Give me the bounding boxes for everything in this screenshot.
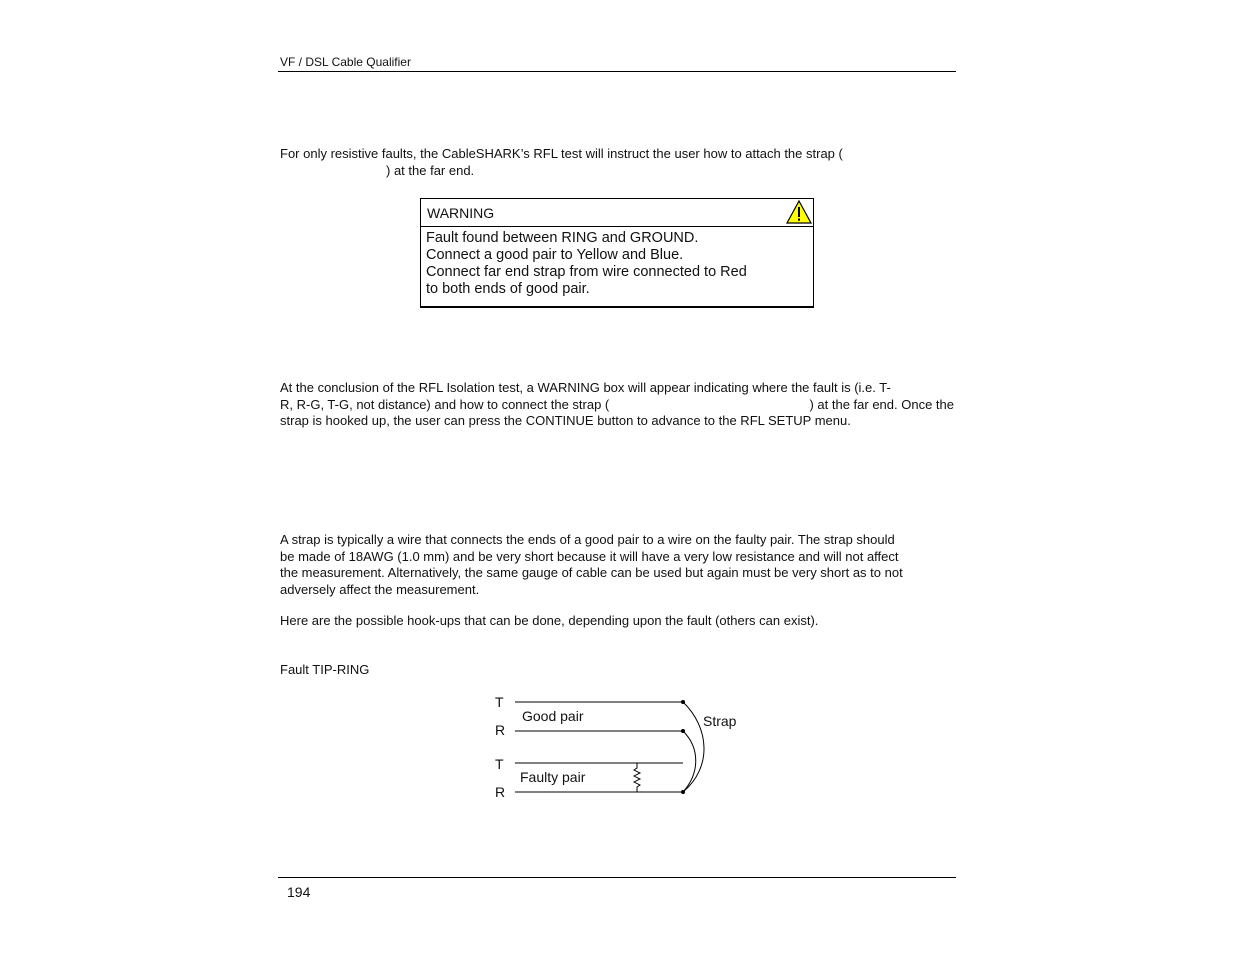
intro-line-1: For only resistive faults, the CableSHARK’s RFL test will instruct the user how to attach the strap ( <box>280 146 843 161</box>
conclusion-line-2a: R, R-G, T-G, not distance) and how to connect the strap ( <box>280 396 610 412</box>
strap-diagram <box>480 688 760 808</box>
conclusion-line-2b: ) at the far end. Once the <box>809 396 954 412</box>
warning-header <box>421 199 813 227</box>
label-t-faulty: T <box>495 756 504 772</box>
header-rule <box>278 71 956 72</box>
warning-dialog <box>420 198 814 308</box>
strap-line-1: A strap is typically a wire that connects the ends of a good pair to a wire on the faulty pair. The strap should <box>280 532 895 547</box>
strap-line-4: adversely affect the measurement. <box>280 581 480 597</box>
intro-line-2 <box>280 163 960 180</box>
running-header: VF / DSL Cable Qualifier <box>280 55 411 69</box>
conclusion-line-2 <box>280 397 954 414</box>
label-r-faulty: R <box>495 784 506 800</box>
warning-line-4: to both ends of good pair. <box>426 280 590 297</box>
hookups-paragraph: Here are the possible hook-ups that can be done, depending upon the fault (others can exist). <box>280 613 819 628</box>
junction-dot <box>681 790 685 794</box>
intro-paragraph <box>280 146 960 179</box>
page-number: 194 <box>287 884 311 900</box>
intro-line-2-text: ) at the far end. <box>386 162 475 178</box>
warning-body <box>421 227 813 297</box>
fault-resistor-icon <box>634 763 640 792</box>
conclusion-paragraph <box>280 380 954 430</box>
label-t-good: T <box>495 694 504 710</box>
strap-paragraph <box>280 532 954 598</box>
footer-rule <box>278 877 956 878</box>
warning-line-1: Fault found between RING and GROUND. <box>426 230 699 246</box>
warning-line-3: Connect far end strap from wire connected to Red <box>426 264 747 280</box>
faulty-pair-label: Faulty pair <box>520 769 586 785</box>
warning-line-2: Connect a good pair to Yellow and Blue. <box>426 246 684 263</box>
strap-wire-inner <box>683 731 696 792</box>
fault-label: Fault TIP-RING <box>280 662 370 677</box>
strap-line-2: be made of 18AWG (1.0 mm) and be very short because it will have a very low resistance and will not affect <box>280 548 899 564</box>
conclusion-line-3: strap is hooked up, the user can press the CONTINUE button to advance to the RFL SETUP menu. <box>280 413 851 428</box>
strap-line-3: the measurement. Alternatively, the same gauge of cable can be used but again must be very short as to not <box>280 565 903 580</box>
conclusion-line-1: At the conclusion of the RFL Isolation test, a WARNING box will appear indicating where the fault is (i.e. T- <box>280 380 891 395</box>
good-pair-label: Good pair <box>522 708 584 724</box>
junction-dot <box>681 729 685 733</box>
warning-triangle-icon <box>785 199 813 225</box>
label-r-good: R <box>495 722 506 738</box>
warning-title: WARNING <box>427 205 495 221</box>
junction-dot <box>681 700 685 704</box>
strap-label: Strap <box>703 713 737 729</box>
